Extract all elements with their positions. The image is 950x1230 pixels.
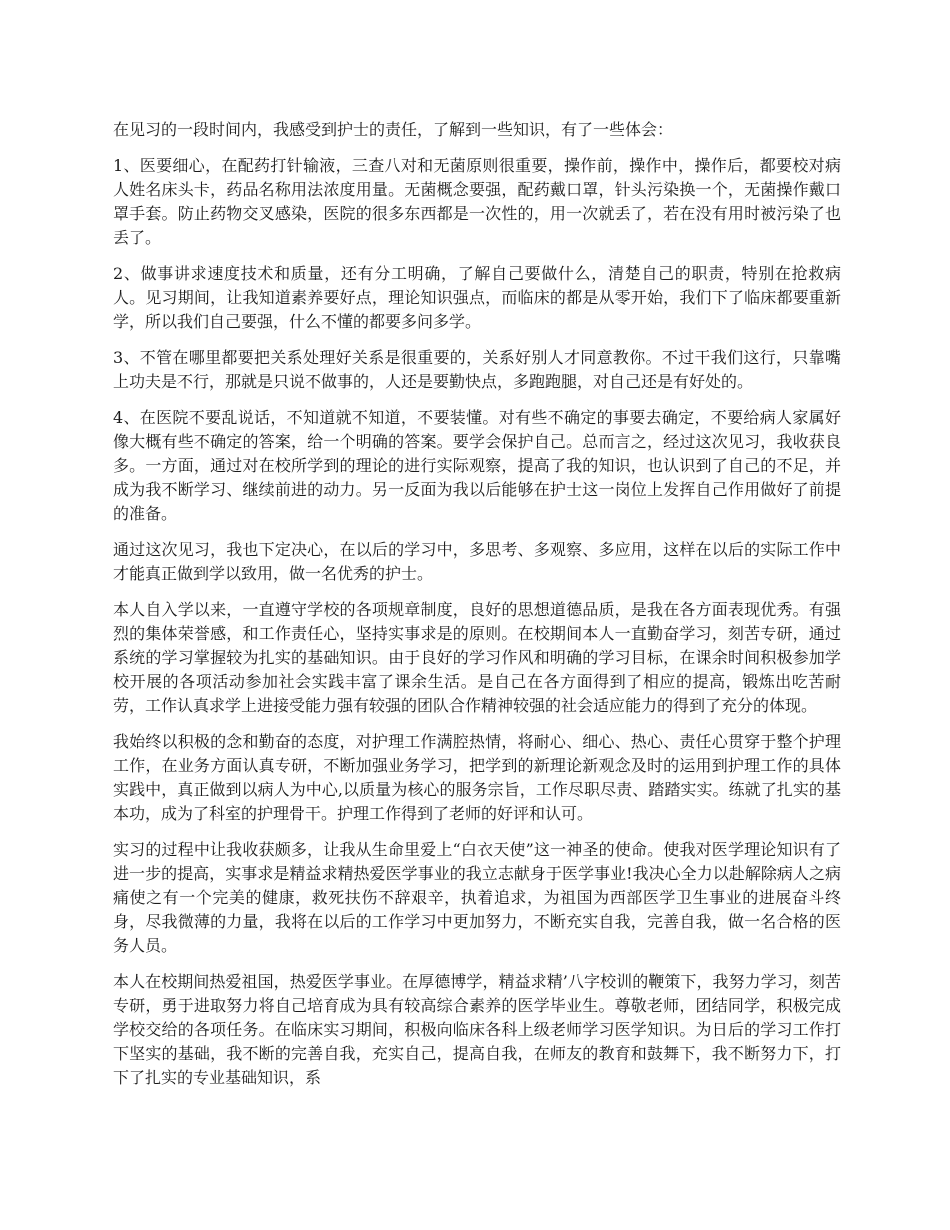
paragraph-intro: 在见习的一段时间内，我感受到护士的责任，了解到一些知识，有了一些体会：: [113, 120, 674, 139]
paragraph-nursing-attitude: 我始终以积极的念和勤奋的态度，对护理工作满腔热情，将耐心、细心、热心、责任心贯穿于整个护理工作，在业务方面认真专研，不断加强业务学习，把学到的新理论新观念及时的运用到护理工作的具体实践中，真正做到以病人为中心,以质量为核心的服务宗旨，工作尽职尽责、踏踏实实。练就了扎实的基本功，成为了科室的护理骨干。护理工作得到了老师的好评和认可。: [113, 732, 841, 823]
paragraph-resolution: 通过这次见习，我也下定决心，在以后的学习中，多思考、多观察、多应用，这样在以后的实际工作中才能真正做到学以致用，做一名优秀的护士。: [113, 540, 841, 583]
paragraph-point-2: 2、做事讲求速度技术和质量，还有分工明确，了解自己要做什么，清楚自己的职责，特别在抢救病人。见习期间，让我知道素养要好点，理论知识强点，而临床的都是从零开始，我们下了临床都要重新学，所以我们自己要强，什么不懂的都要多问多学。: [113, 264, 841, 331]
document-body: [113, 118, 841, 1102]
paragraph-self-assessment: 本人自入学以来，一直遵守学校的各项规章制度，良好的思想道德品质，是我在各方面表现优秀。有强烈的集体荣誉感，和工作责任心，坚持实事求是的原则。在校期间本人一直勤奋学习，刻苦专研，通过系统的学习掌握较为扎实的基础知识。由于良好的学习作风和明确的学习目标，在课余时间积极参加学校开展的各项活动参加社会实践丰富了课余生活。是自己在各方面得到了相应的提高，锻炼出吃苦耐劳，工作认真求学上进接受能力强有较强的团队合作精神较强的社会适应能力的得到了充分的体现。: [113, 600, 841, 715]
paragraph-school-period: 本人在校期间热爱祖国，热爱医学事业。在厚德博学，精益求精’八字校训的鞭策下，我努力学习，刻苦专研，勇于进取努力将自己培育成为具有较高综合素养的医学毕业生。尊敬老师，团结同学，积极完成学校交给的各项任务。在临床实习期间，积极向临床各科上级老师学习医学知识。为日后的学习工作打下坚实的基础，我不断的完善自我，充实自己，提高自我，在师友的教育和鼓舞下，我不断努力下，打下了扎实的专业基础知识，系: [113, 972, 841, 1087]
paragraph-internship-gains: 实习的过程中让我收获颇多，让我从生命里爱上“白衣天使”这一神圣的使命。使我对医学理论知识有了进一步的提高，实事求是精益求精热爱医学事业的我立志献身于医学事业!我决心全力以赴解除病人之病痛使之有一个完美的健康，救死扶伤不辞艰辛，执着追求，为祖国为西部医学卫生事业的进展奋斗终身，尽我微薄的力量，我将在以后的工作学习中更加努力，不断充实自我，完善自我，做一名合格的医务人员。: [113, 840, 841, 955]
paragraph-point-3: 3、不管在哪里都要把关系处理好关系是很重要的，关系好别人才同意教你。不过干我们这行，只靠嘴上功夫是不行，那就是只说不做事的，人还是要勤快点，多跑跑腿，对自己还是有好处的。: [113, 348, 841, 391]
paragraph-point-1: 1、医要细心，在配药打针输液，三查八对和无菌原则很重要，操作前，操作中，操作后，都要校对病人姓名床头卡，药品名称用法浓度用量。无菌概念要强，配药戴口罩，针头污染换一个，无菌操作戴口罩手套。防止药物交叉感染，医院的很多东西都是一次性的，用一次就丢了，若在没有用时被污染了也丢了。: [113, 156, 841, 247]
paragraph-point-4: 4、在医院不要乱说话，不知道就不知道，不要装懂。对有些不确定的事要去确定，不要给病人家属好像大概有些不确定的答案，给一个明确的答案。要学会保护自己。总而言之，经过这次见习，我收获良多。一方面，通过对在校所学到的理论的进行实际观察，提高了我的知识，也认识到了自己的不足，并成为我不断学习、继续前进的动力。另一反面为我以后能够在护士这一岗位上发挥自己作用做好了前提的准备。: [113, 408, 841, 523]
